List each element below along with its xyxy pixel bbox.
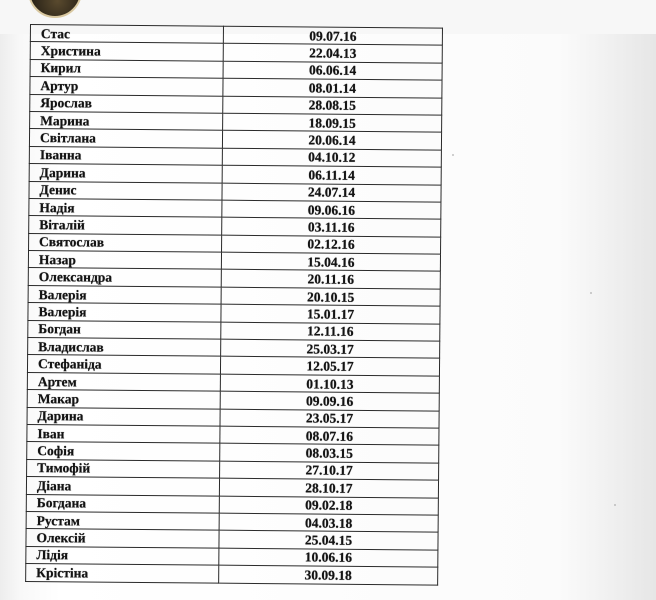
child-name-cell: Макар: [27, 390, 220, 409]
child-name-cell: Артем: [27, 372, 220, 391]
child-name-cell: Кирил: [30, 59, 223, 78]
child-name-cell: Назар: [28, 251, 221, 270]
child-name-cell: Денис: [29, 181, 222, 200]
table-container: [25, 24, 430, 585]
birth-date-cell: 23.05.17: [220, 409, 439, 428]
birth-date-cell: 25.04.15: [219, 530, 438, 549]
birth-date-cell: 09.02.18: [219, 496, 438, 515]
birth-date-cell: 10.06.16: [219, 548, 438, 567]
child-name-cell: Олександра: [28, 268, 221, 287]
birth-date-cell: 08.03.15: [220, 444, 439, 463]
birth-date-cell: 22.04.13: [223, 44, 442, 63]
birth-date-cell: 06.11.14: [222, 165, 441, 184]
names-dates-table: [25, 24, 443, 585]
paper-speck: [590, 292, 592, 294]
avatar[interactable]: [28, 0, 82, 18]
child-name-cell: Іван: [27, 424, 220, 443]
birth-date-cell: 09.09.16: [220, 391, 439, 410]
birth-date-cell: 28.08.15: [223, 96, 442, 115]
child-name-cell: Марина: [30, 111, 223, 130]
child-name-cell: Стас: [30, 25, 223, 44]
child-name-cell: Олексій: [26, 529, 219, 548]
birth-date-cell: 20.10.15: [221, 287, 440, 306]
birth-date-cell: 06.06.14: [223, 61, 442, 80]
child-name-cell: Артур: [30, 77, 223, 96]
child-name-cell: Валерія: [28, 303, 221, 322]
birth-date-cell: 20.11.16: [221, 270, 440, 289]
birth-date-cell: 25.03.17: [221, 339, 440, 358]
birth-date-cell: 28.10.17: [219, 478, 438, 497]
child-name-cell: Софія: [27, 442, 220, 461]
child-name-cell: Крістіна: [26, 564, 219, 583]
birth-date-cell: 08.01.14: [223, 78, 442, 97]
birth-date-cell: 12.05.17: [220, 357, 439, 376]
birth-date-cell: 15.04.16: [221, 252, 440, 271]
birth-date-cell: 20.06.14: [222, 131, 441, 150]
child-name-cell: Іванна: [29, 146, 222, 165]
child-name-cell: Христина: [30, 42, 223, 61]
child-name-cell: Богдан: [28, 320, 221, 339]
birth-date-cell: 24.07.14: [222, 183, 441, 202]
child-name-cell: Владислав: [28, 338, 221, 357]
child-name-cell: Надія: [29, 198, 222, 217]
child-name-cell: Валерія: [28, 285, 221, 304]
paper-speck: [452, 154, 454, 156]
birth-date-cell: 04.03.18: [219, 513, 438, 532]
document-photo: [0, 25, 656, 600]
child-name-cell: Дарина: [27, 407, 220, 426]
child-name-cell: Діана: [26, 477, 219, 496]
paper-speck: [614, 504, 616, 506]
birth-date-cell: 15.01.17: [221, 304, 440, 323]
child-name-cell: Світлана: [29, 129, 222, 148]
child-name-cell: Лідія: [26, 546, 219, 565]
table-body: [26, 25, 443, 585]
birth-date-cell: 09.07.16: [223, 26, 442, 45]
child-name-cell: Ярослав: [30, 94, 223, 113]
birth-date-cell: 01.10.13: [220, 374, 439, 393]
birth-date-cell: 09.06.16: [222, 200, 441, 219]
birth-date-cell: 02.12.16: [222, 235, 441, 254]
child-name-cell: Дарина: [29, 164, 222, 183]
child-name-cell: Богдана: [26, 494, 219, 513]
birth-date-cell: 12.11.16: [221, 322, 440, 341]
birth-date-cell: 30.09.18: [219, 565, 438, 584]
child-name-cell: Рустам: [26, 511, 219, 530]
child-name-cell: Святослав: [29, 233, 222, 252]
child-name-cell: Віталій: [29, 216, 222, 235]
child-name-cell: Стефаніда: [27, 355, 220, 374]
birth-date-cell: 08.07.16: [220, 426, 439, 445]
birth-date-cell: 18.09.15: [223, 113, 442, 132]
birth-date-cell: 03.11.16: [222, 217, 441, 236]
birth-date-cell: 27.10.17: [220, 461, 439, 480]
table-row: [26, 564, 438, 585]
birth-date-cell: 04.10.12: [222, 148, 441, 167]
child-name-cell: Тимофій: [27, 459, 220, 478]
